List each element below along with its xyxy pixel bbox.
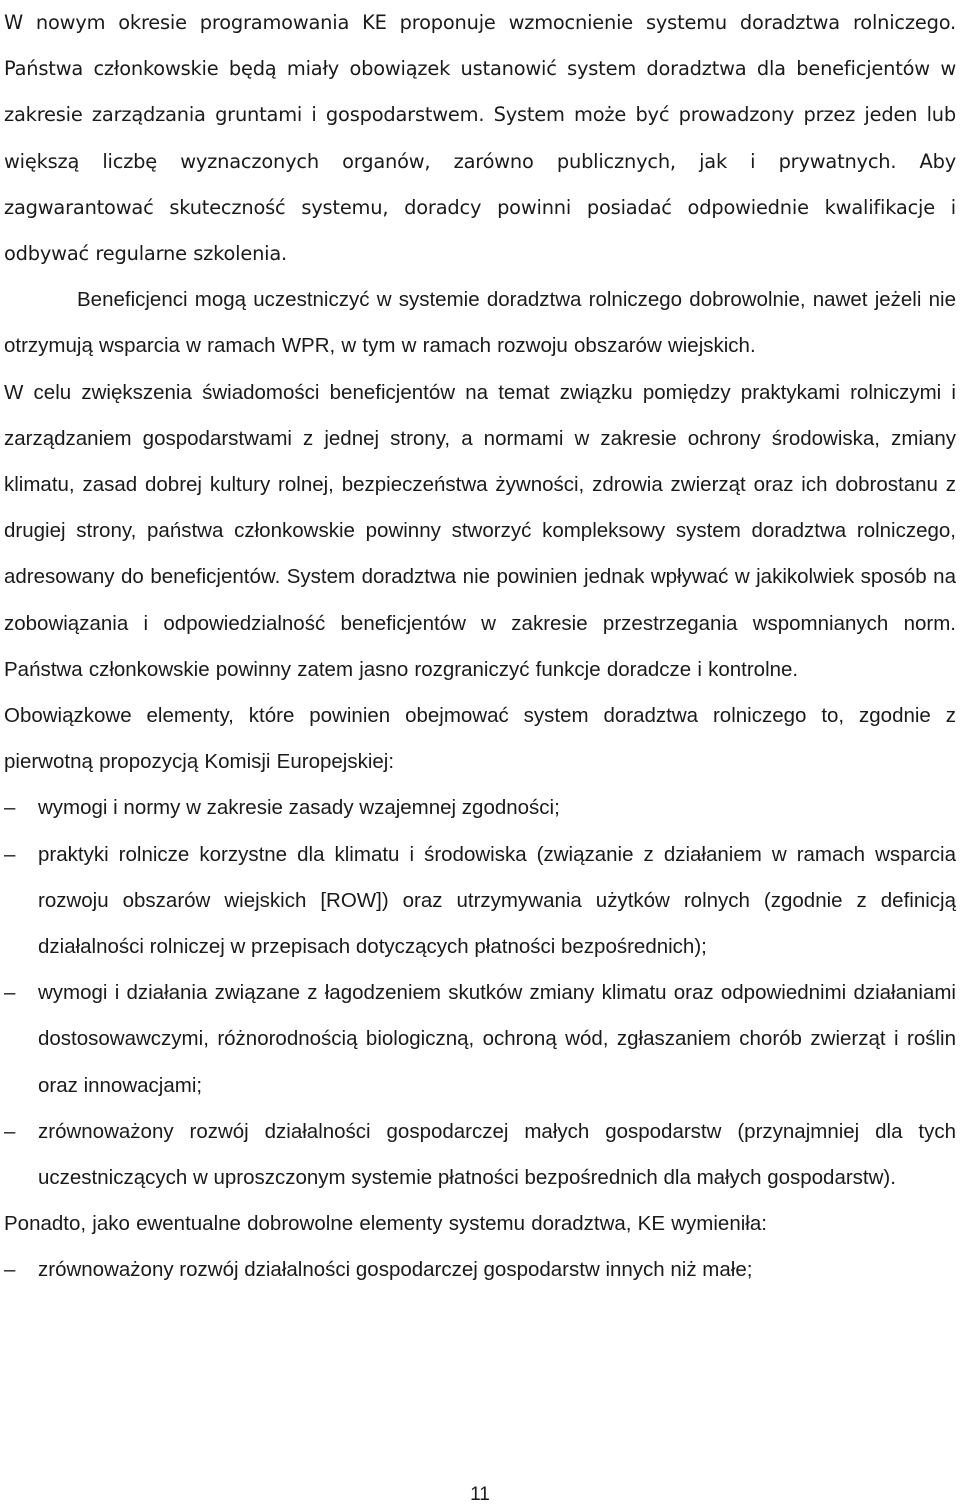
dash-bullet-icon: –	[4, 1119, 16, 1143]
dash-bullet-icon: –	[4, 1258, 16, 1282]
list-item	[4, 1109, 956, 1201]
paragraph-voluntary-elements-intro: Ponadto, jako ewentualne dobrowolne elementy systemu doradztwa, KE wymieniła:	[4, 1212, 767, 1236]
document-page	[4, 0, 956, 1294]
list-item-text: praktyki rolnicze korzystne dla klimatu i środowiska (związanie z działaniem w ramach wsparcia rozwoju obszarów wiejskich [ROW]) oraz utrzymywania użytków rolnych (zgodnie z definicją działalności rolniczej w przepisach dotyczących płatności bezpośrednich);	[38, 842, 956, 959]
page-number: 11	[470, 1484, 490, 1505]
list-item	[4, 1247, 956, 1293]
paragraph-mandatory-elements-intro: Obowiązkowe elementy, które powinien obejmować system doradztwa rolniczego to, zgodnie z pierwotną propozycją Komisji Europejskiej:	[4, 704, 956, 774]
list-item-text: wymogi i działania związane z łagodzeniem skutków zmiany klimatu oraz odpowiednimi działaniami dostosowawczymi, różnorodnością biologiczną, ochroną wód, zgłaszaniem chorób zwierząt i roślin oraz innowacjami;	[38, 981, 956, 1097]
list-item-text: zrównoważony rozwój działalności gospodarczej małych gospodarstw (przynajmniej dla tych uczestniczących w uproszczonym systemie płatności bezpośrednich dla małych gospodarstw).	[38, 1119, 956, 1190]
list-item	[4, 970, 956, 1109]
list-item	[4, 832, 956, 971]
dash-bullet-icon: –	[4, 981, 16, 1005]
dash-bullet-icon: –	[4, 796, 16, 820]
list-item	[4, 785, 956, 831]
mandatory-elements-list	[4, 785, 956, 1201]
dash-bullet-icon: –	[4, 842, 16, 866]
list-item-text: wymogi i normy w zakresie zasady wzajemnej zgodności;	[38, 796, 560, 820]
voluntary-elements-list	[4, 1247, 956, 1293]
paragraph-advisory-system-intro: W nowym okresie programowania KE proponuje wzmocnienie systemu doradztwa rolniczego. Państwa członkowskie będą miały obowiązek ustanowić system doradztwa dla beneficjentów w zakresie zarządzania gruntami i gospodarstwem. System może być prowadzony przez jeden lub większą liczbę wyznaczonych organów, zarówno publicznych, jak i prywatnych. Aby zagwarantować skuteczność systemu, doradcy powinni posiadać odpowiednie kwalifikacje i odbywać regularne szkolenia.	[4, 11, 956, 266]
paragraph-voluntary-participation: Beneficjenci mogą uczestniczyć w systemie doradztwa rolniczego dobrowolnie, nawet jeżeli nie otrzymują wsparcia w ramach WPR, w tym w ramach rozwoju obszarów wiejskich.	[4, 288, 956, 358]
list-item-text: zrównoważony rozwój działalności gospodarczej gospodarstw innych niż małe;	[38, 1258, 753, 1282]
paragraph-awareness: W celu zwiększenia świadomości beneficjentów na temat związku pomiędzy praktykami rolniczymi i zarządzaniem gospodarstwami z jednej strony, a normami w zakresie ochrony środowiska, zmiany klimatu, zasad dobrej kultury rolnej, bezpieczeństwa żywności, zdrowia zwierząt oraz ich dobrostanu z drugiej strony, państwa członkowskie powinny stworzyć kompleksowy system doradztwa rolniczego, adresowany do beneficjentów. System doradztwa nie powinien jednak wpływać w jakikolwiek sposób na zobowiązania i odpowiedzialność beneficjentów w zakresie przestrzegania wspomnianych norm. Państwa członkowskie powinny zatem jasno rozgraniczyć funkcje doradcze i kontrolne.	[4, 380, 956, 681]
